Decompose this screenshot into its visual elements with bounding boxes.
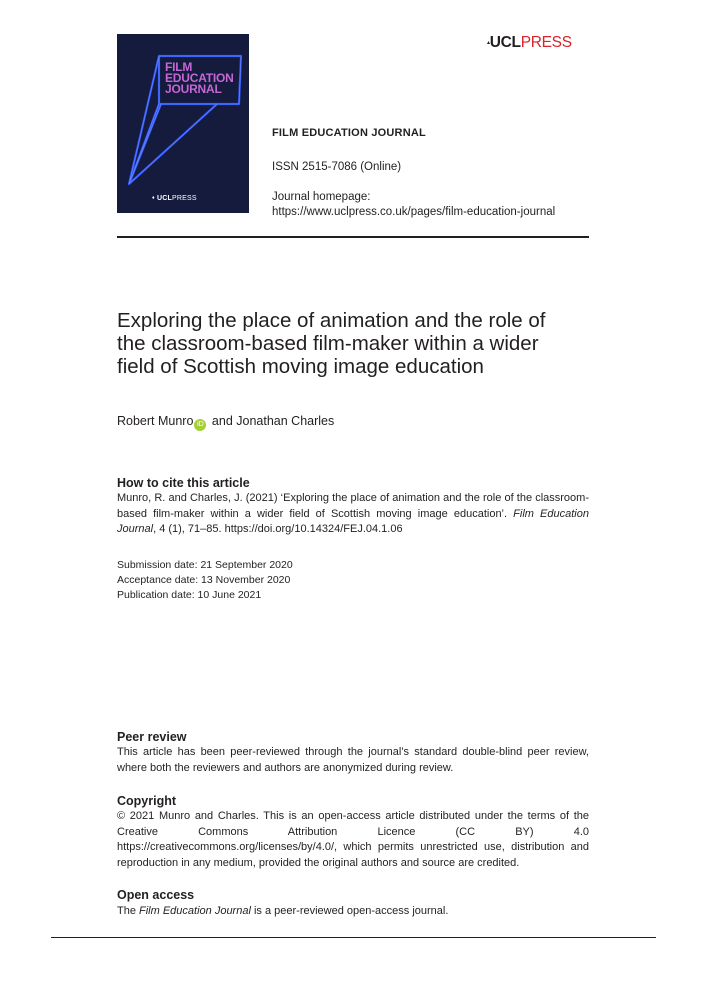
header-divider: [117, 236, 589, 238]
journal-issn: ISSN 2515-7086 (Online): [272, 161, 402, 173]
copyright-heading: Copyright: [117, 794, 177, 808]
author-name: Jonathan Charles: [236, 414, 335, 428]
cover-publisher: UCLPRESS: [157, 195, 197, 202]
publication-date: Publication date: 10 June 2021: [117, 589, 262, 601]
journal-cover-image: [117, 34, 249, 213]
copyright-text: © 2021 Munro and Charles. This is an open-access article distributed under the terms of the Creative Commons Attribution Licence (CC BY) 4.0 https://creativecommons.org/licenses/by/4.0/, which permits unrestricted use, distribution and reproduction in any medium, provided the original authors and source are credited.: [117, 810, 589, 869]
journal-homepage-link[interactable]: https://www.uclpress.co.uk/pages/film-education-journal: [272, 206, 556, 218]
cover-logo-mark-icon: ♦: [152, 195, 155, 201]
submission-date: Submission date: 21 September 2020: [117, 559, 293, 571]
author-line: [117, 413, 334, 431]
author-separator: and: [211, 414, 233, 428]
peer-review-text: This article has been peer-reviewed through the journal’s standard double-blind peer review, where both the reviewers and authors are anonymized during review.: [117, 746, 589, 774]
peer-review-heading: Peer review: [117, 730, 187, 744]
journal-name: FILM EDUCATION JOURNAL: [272, 127, 426, 139]
orcid-icon[interactable]: iD: [194, 419, 206, 431]
citation-text: Munro, R. and Charles, J. (2021) ‘Exploring the place of animation and the role of the classroom-based film-maker within a wider field of Scottish moving image education’. Film Education Journal, 4 (1), 71–85. https://doi.org/10.14324/FEJ.04.1.06: [117, 492, 589, 535]
cover-title: FILM EDUCATION JOURNAL: [165, 60, 234, 96]
open-access-heading: Open access: [117, 888, 195, 902]
open-access-text: The Film Education Journal is a peer-reviewed open-access journal.: [117, 905, 449, 917]
acceptance-date: Acceptance date: 13 November 2020: [117, 574, 291, 586]
logo-mark-icon: ▴: [487, 40, 490, 46]
article-title: Exploring the place of animation and the role of the classroom-based film-maker within a wider field of Scottish moving image education: [117, 309, 546, 378]
journal-homepage-label: Journal homepage:: [272, 191, 371, 203]
author-name: Robert Munro: [117, 414, 194, 428]
footer-divider: [51, 937, 656, 938]
citation-heading: How to cite this article: [117, 476, 250, 490]
ucl-press-logo: ▴UCLPRESS: [487, 34, 572, 51]
